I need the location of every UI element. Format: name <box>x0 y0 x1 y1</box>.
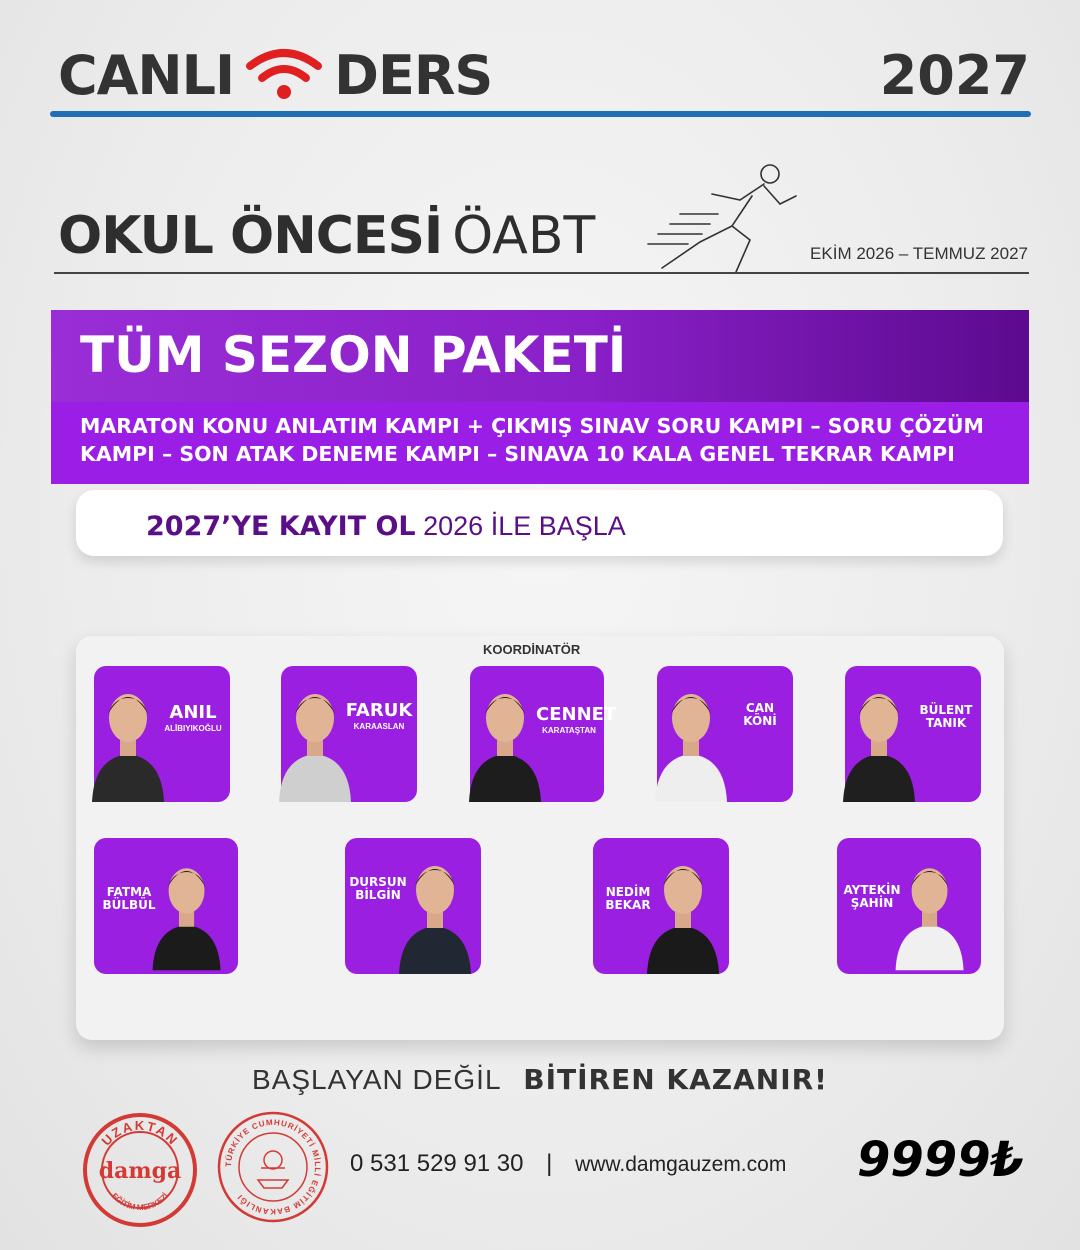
coordinator-label: KOORDİNATÖR <box>483 642 581 657</box>
title-bold: OKUL ÖNCESİ <box>58 206 443 266</box>
runner-icon <box>640 156 810 276</box>
teacher-name <box>347 876 409 901</box>
portrait-photo <box>345 838 481 974</box>
teacher-first-name: AYTEKİN <box>843 883 901 897</box>
teacher-first-name: FATMA <box>106 885 152 899</box>
package-desc-line-2: KAMPI – SON ATAK DENEME KAMPI – SINAVA 10 KALA GENEL TEKRAR KAMPI <box>80 442 955 466</box>
package-description <box>80 412 1000 468</box>
teacher-last-name: KARATAŞTAN <box>542 725 596 735</box>
teacher-name <box>731 702 789 727</box>
page-title <box>58 206 595 266</box>
teacher-first-name: ANIL <box>169 702 217 723</box>
team-card <box>837 838 981 974</box>
slogan-text <box>146 511 626 542</box>
slogan-rest: 2026 İLE BAŞLA <box>423 511 626 541</box>
teacher-last-name: ŞAHİN <box>850 895 894 910</box>
teacher-last-name: BEKAR <box>605 897 651 912</box>
teacher-first-name: CENNET <box>536 704 617 725</box>
portrait-photo <box>657 666 793 802</box>
teacher-last-name: BÜLBÜL <box>102 897 156 912</box>
phone-number[interactable]: 0 531 529 91 30 <box>350 1150 524 1177</box>
header-year: 2027 <box>879 44 1030 107</box>
teacher-name <box>98 886 160 911</box>
teacher-name <box>915 704 977 729</box>
contact-separator: | <box>546 1150 553 1177</box>
team-card <box>845 666 981 802</box>
motto <box>0 1063 1080 1096</box>
team-card <box>470 666 617 802</box>
svg-text:UZAKTAN: UZAKTAN <box>98 1117 182 1149</box>
teacher-last-name: ALİBIYIKOĞLU <box>164 723 222 733</box>
teacher-first-name: CAN <box>745 701 775 715</box>
svg-text:damga: damga <box>98 1158 182 1184</box>
teacher-name <box>839 884 905 909</box>
portrait-photo <box>845 666 981 802</box>
teacher-first-name: DURSUN <box>349 875 407 889</box>
team-card <box>281 666 417 802</box>
brand-word-ders: DERS <box>334 44 493 107</box>
teacher-first-name: BÜLENT <box>919 703 973 717</box>
website-link[interactable]: www.damgauzem.com <box>575 1153 787 1176</box>
teacher-last-name: KÖNİ <box>743 713 777 728</box>
header-brand <box>58 44 492 107</box>
price: 9999₺ <box>857 1132 1024 1188</box>
team-card <box>345 838 481 974</box>
date-range: EKİM 2026 – TEMMUZ 2027 <box>810 244 1028 263</box>
svg-text:TÜRKİYE CUMHURİYETİ MİLLİ EĞİT: TÜRKİYE CUMHURİYETİ MİLLİ EĞİTİM BAKANLIĞI <box>223 1117 323 1217</box>
header-divider <box>50 111 1031 117</box>
motto-bold: BİTİREN KAZANIR! <box>523 1063 828 1096</box>
contact-info <box>350 1150 786 1178</box>
title-light: ÖABT <box>452 206 596 266</box>
team-card <box>593 838 729 974</box>
teacher-name <box>597 886 659 911</box>
teacher-name <box>343 702 415 731</box>
package-title: TÜM SEZON PAKETİ <box>80 326 627 384</box>
brand-word-canli: CANLI <box>58 44 235 107</box>
meb-seal-logo <box>216 1110 330 1224</box>
portrait-photo <box>94 666 230 802</box>
team-card <box>94 838 238 974</box>
portrait-photo <box>281 666 417 802</box>
teacher-first-name: FARUK <box>345 700 413 721</box>
teacher-last-name: TANIK <box>925 715 967 730</box>
team-card <box>657 666 793 802</box>
title-divider <box>54 272 1029 274</box>
teacher-name <box>158 704 228 733</box>
team-card <box>94 666 230 802</box>
teacher-first-name: NEDİM <box>605 885 651 899</box>
teacher-last-name: BİLGİN <box>355 887 401 902</box>
package-desc-line-1: MARATON KONU ANLATIM KAMPI + ÇIKMIŞ SINAV SORU KAMPI – SORU ÇÖZÜM <box>80 414 984 438</box>
teacher-last-name: KARAASLAN <box>353 721 405 731</box>
slogan-bold: 2027’YE KAYIT OL <box>146 511 416 542</box>
wifi-icon <box>244 46 324 106</box>
svg-text:EĞİTİM MERKEZİ: EĞİTİM MERKEZİ <box>109 1191 171 1213</box>
damga-seal-logo <box>82 1112 198 1228</box>
motto-light: BAŞLAYAN DEĞİL <box>252 1064 501 1095</box>
teacher-name <box>536 704 617 735</box>
